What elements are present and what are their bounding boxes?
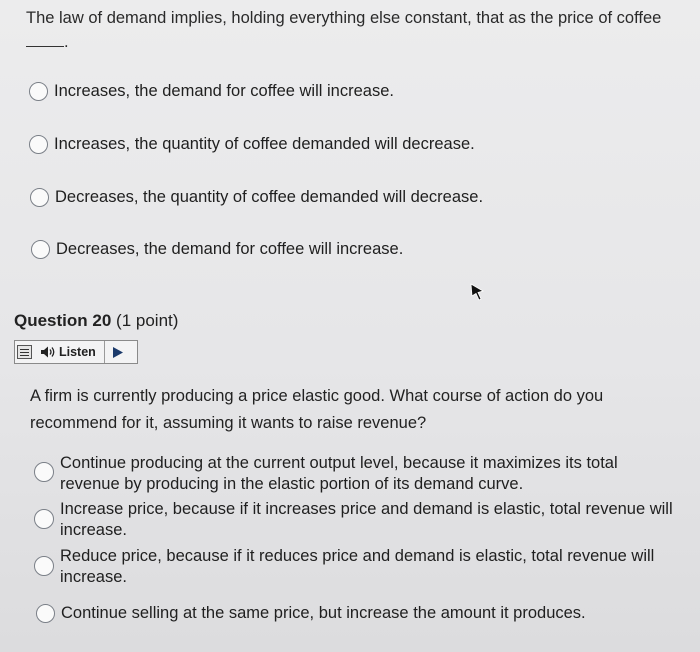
q20-option-3-label: Reduce price, because if it reduces price and demand is elastic, total revenue will increase.: [60, 547, 655, 586]
radio-button[interactable]: [30, 188, 49, 207]
question-19-stem-text: The law of demand implies, holding everything else constant, that as the price of coffee: [26, 9, 662, 27]
play-icon[interactable]: [113, 347, 123, 358]
toolbar-divider: [104, 341, 105, 363]
radio-button[interactable]: [29, 135, 48, 154]
q20-option-1[interactable]: [34, 453, 664, 495]
question-20-title: Question 20: [14, 311, 112, 330]
q20-option-1-label: Continue producing at the current output level, because it maximizes its total revenue by producing in the elastic portion of its demand curve.: [60, 454, 618, 493]
question-19-stem: [26, 6, 666, 54]
q20-option-3[interactable]: [34, 546, 684, 588]
menu-icon[interactable]: [17, 345, 32, 359]
mouse-pointer-icon: [468, 282, 486, 302]
radio-button[interactable]: [31, 240, 50, 259]
q19-option-3-label: Decreases, the quantity of coffee demanded will decrease.: [55, 188, 484, 206]
radio-button[interactable]: [34, 556, 54, 576]
radio-button[interactable]: [29, 82, 48, 101]
question-20-heading: [14, 311, 178, 331]
listen-button[interactable]: Listen: [59, 345, 96, 359]
radio-button[interactable]: [36, 604, 55, 623]
q19-option-3[interactable]: [30, 187, 483, 208]
q19-option-1-label: Increases, the demand for coffee will increase.: [54, 82, 394, 100]
q20-option-2-label: Increase price, because if it increases price and demand is elastic, total revenue will increase.: [60, 500, 673, 539]
radio-button[interactable]: [34, 462, 54, 482]
q19-option-1[interactable]: [29, 81, 394, 102]
q19-option-2[interactable]: [29, 134, 475, 155]
answer-blank: [26, 32, 64, 47]
speaker-icon: [39, 345, 57, 359]
question-19-stem-end: .: [64, 33, 69, 51]
question-20-stem: A firm is currently producing a price elastic good. What course of action do you recommend for it, assuming it wants to raise revenue?: [30, 387, 604, 432]
question-20-points: (1 point): [116, 311, 179, 330]
listen-toolbar[interactable]: [14, 340, 138, 364]
q19-option-4[interactable]: [31, 239, 403, 260]
q19-option-4-label: Decreases, the demand for coffee will increase.: [56, 240, 404, 258]
radio-button[interactable]: [34, 509, 54, 529]
q20-option-4-label: Continue selling at the same price, but increase the amount it produces.: [61, 604, 586, 622]
q20-option-2[interactable]: [34, 499, 674, 541]
q19-option-2-label: Increases, the quantity of coffee demanded will decrease.: [54, 135, 475, 153]
q20-option-4[interactable]: [36, 603, 586, 624]
